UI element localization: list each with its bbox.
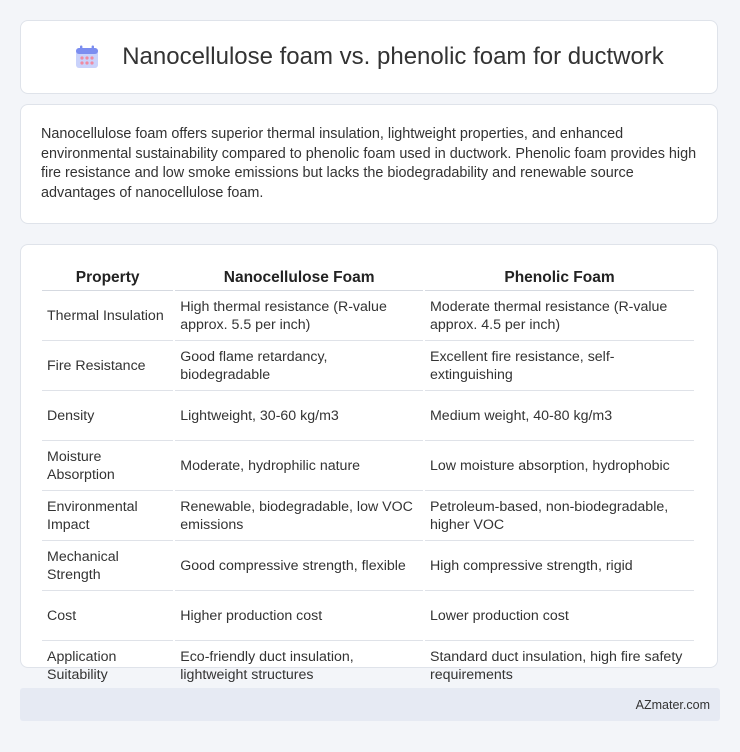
nanocellulose-cell: Good compressive strength, flexible xyxy=(175,541,423,591)
column-header-nanocellulose: Nanocellulose Foam xyxy=(175,265,423,291)
nanocellulose-cell: Higher production cost xyxy=(175,591,423,641)
property-cell: Mechanical Strength xyxy=(42,541,173,591)
column-header-property: Property xyxy=(42,265,173,291)
table-row xyxy=(42,291,694,341)
table-row xyxy=(42,491,694,541)
phenolic-cell: Medium weight, 40-80 kg/m3 xyxy=(425,391,694,441)
property-cell: Thermal Insulation xyxy=(42,291,173,341)
property-cell: Application Suitability xyxy=(42,641,173,691)
title-card xyxy=(20,20,718,94)
table-row xyxy=(42,541,694,591)
property-cell: Cost xyxy=(42,591,173,641)
table-row xyxy=(42,641,694,691)
property-cell: Density xyxy=(42,391,173,441)
table-row xyxy=(42,391,694,441)
nanocellulose-cell: Moderate, hydrophilic nature xyxy=(175,441,423,491)
table-row xyxy=(42,591,694,641)
column-header-phenolic: Phenolic Foam xyxy=(425,265,694,291)
table-row xyxy=(42,441,694,491)
comparison-table-card xyxy=(20,244,718,683)
phenolic-cell: High compressive strength, rigid xyxy=(425,541,694,591)
nanocellulose-cell: Eco-friendly duct insulation, lightweight structures xyxy=(175,641,423,691)
footer-bar xyxy=(20,688,720,721)
phenolic-cell: Excellent fire resistance, self-extinguishing xyxy=(425,341,694,391)
nanocellulose-cell: Good flame retardancy, biodegradable xyxy=(175,341,423,391)
page-title: Nanocellulose foam vs. phenolic foam for ductwork xyxy=(122,43,664,70)
calendar-icon xyxy=(74,44,100,70)
phenolic-cell: Lower production cost xyxy=(425,591,694,641)
phenolic-cell: Low moisture absorption, hydrophobic xyxy=(425,441,694,491)
nanocellulose-cell: High thermal resistance (R-value approx. 5.5 per inch) xyxy=(175,291,423,341)
property-cell: Environmental Impact xyxy=(42,491,173,541)
table-row xyxy=(42,341,694,391)
summary-card xyxy=(20,104,718,224)
phenolic-cell: Petroleum-based, non-biodegradable, higher VOC xyxy=(425,491,694,541)
property-cell: Moisture Absorption xyxy=(42,441,173,491)
phenolic-cell: Moderate thermal resistance (R-value approx. 4.5 per inch) xyxy=(425,291,694,341)
table-header-row xyxy=(42,265,694,291)
nanocellulose-cell: Lightweight, 30-60 kg/m3 xyxy=(175,391,423,441)
summary-text: Nanocellulose foam offers superior thermal insulation, lightweight properties, and enhanced environmental sustainability compared to phenolic foam used in ductwork. Phenolic foam provides high fire resistance and low smoke emissions but lacks the biodegradability and renewable source advantages of nanocellulose foam. xyxy=(41,126,697,201)
footer-brand[interactable]: AZmater.com xyxy=(635,697,710,712)
property-cell: Fire Resistance xyxy=(42,341,173,391)
nanocellulose-cell: Renewable, biodegradable, low VOC emissions xyxy=(175,491,423,541)
comparison-table xyxy=(40,265,696,691)
phenolic-cell: Standard duct insulation, high fire safety requirements xyxy=(425,641,694,691)
